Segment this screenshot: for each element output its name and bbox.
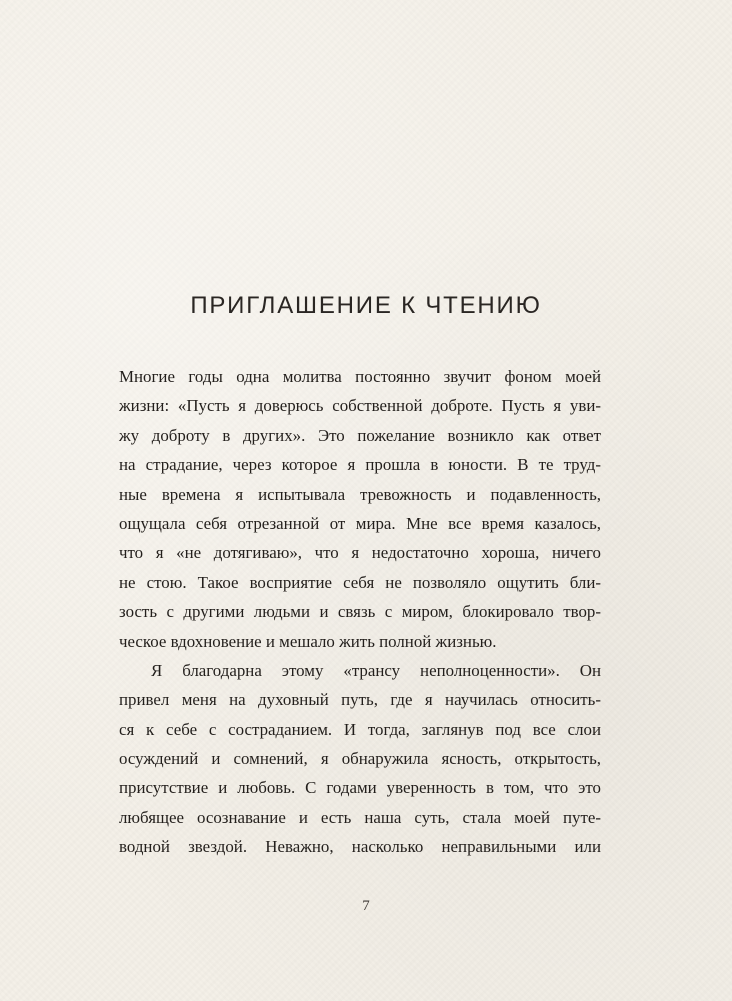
text-line: не стою. Такое восприятие себя не позволяло ощутить бли- <box>119 572 601 592</box>
chapter-title: ПРИГЛАШЕНИЕ К ЧТЕНИЮ <box>190 292 542 319</box>
text-line: на страдание, через которое я прошла в юности. В те труд- <box>119 455 601 475</box>
text-line: привел меня на духовный путь, где я научилась относить- <box>119 690 601 710</box>
text-line: зость с другими людьми и связь с миром, блокировало твор- <box>119 602 601 622</box>
page-number: 7 <box>362 898 370 914</box>
text-line: Многие годы одна молитва постоянно звучит фоном моей <box>119 367 601 386</box>
text-line: жу доброту в других». Это пожелание возникло как ответ <box>119 425 601 445</box>
text-line: Я благодарна этому «трансу неполноценности». Он <box>151 660 601 680</box>
text-line: что я «не дотягиваю», что я недостаточно хороша, ничего <box>119 543 601 563</box>
text-line: водной звездой. Неважно, насколько неправильными или <box>119 837 601 857</box>
paragraph-1 <box>119 362 601 656</box>
body-text <box>119 362 601 862</box>
text-line: присутствие и любовь. С годами уверенность в том, что это <box>119 778 601 798</box>
text-line: ощущала себя отрезанной от мира. Мне все время казалось, <box>119 513 601 533</box>
text-line: осуждений и сомнений, я обнаружила ясность, открытость, <box>119 749 601 769</box>
text-line: любящее осознавание и есть наша суть, стала моей путе- <box>119 807 601 827</box>
text-line: ные времена я испытывала тревожность и подавленность, <box>119 484 601 504</box>
text-line: ся к себе с состраданием. И тогда, заглянув под все слои <box>119 719 601 739</box>
text-line: жизни: «Пусть я доверюсь собственной доброте. Пусть я уви- <box>119 396 601 416</box>
text-line: ческое вдохновение и мешало жить полной жизнью. <box>119 631 497 651</box>
paragraph-2 <box>119 656 601 862</box>
